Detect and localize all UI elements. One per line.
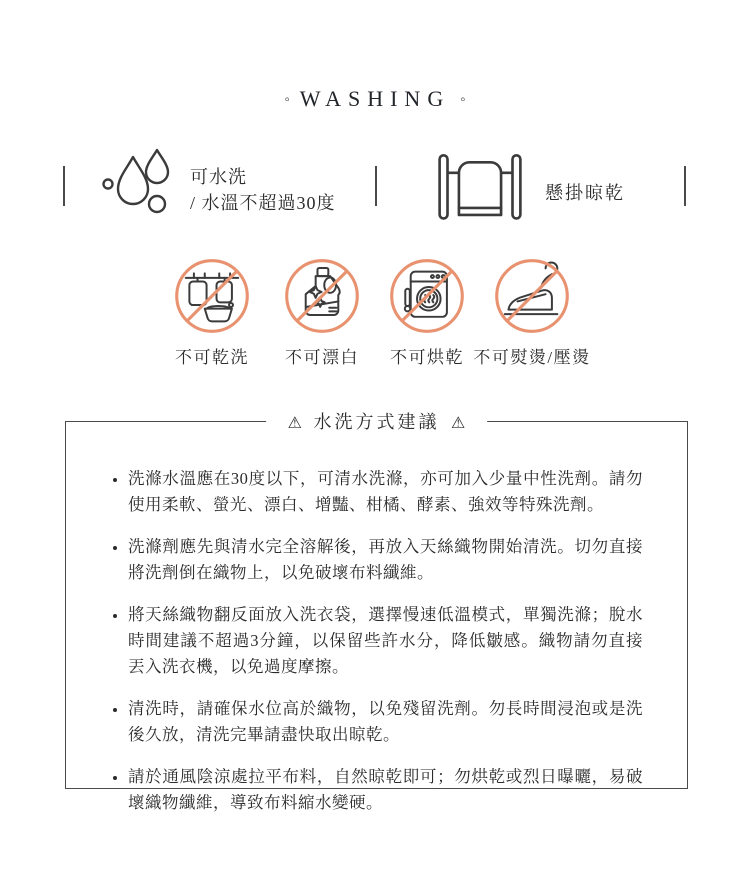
title-ring-left: ◦ — [284, 92, 290, 108]
no-dry-clean-icon — [174, 258, 250, 334]
warning-icon-left: ⚠ — [287, 413, 302, 432]
no-dry-clean-label: 不可乾洗 — [175, 348, 249, 367]
no-tumble-dry-icon — [389, 258, 465, 334]
divider-middle — [375, 166, 377, 206]
advice-list — [66, 422, 687, 816]
no-iron-icon — [494, 258, 570, 334]
no-bleach-icon — [284, 258, 360, 334]
advice-item: • 請於通風陰涼處拉平布料，自然晾乾即可；勿烘乾或烈日曝曬，易破壞織物纖維，導致布料縮水變硬。 — [128, 764, 643, 817]
warning-icon-right: ⚠ — [451, 413, 466, 432]
advice-item: • 將天絲織物翻反面放入洗衣袋，選擇慢速低溫模式，單獨洗滌；脫水時間建議不超過3分鐘，以保留些許水分，降低皺感。織物請勿直接丟入洗衣機，以免過度摩擦。 — [128, 602, 643, 681]
advice-item: • 清洗時，請確保水位高於織物，以免殘留洗劑。勿長時間浸泡或是洗後久放，清洗完畢請盡快取出晾乾。 — [128, 696, 643, 749]
no-tumble-dry-label: 不可烘乾 — [390, 348, 464, 367]
water-wash-line1: 可水洗 — [190, 167, 247, 187]
title-text: WASHING — [299, 86, 451, 111]
water-wash-line2: / 水溫不超過30度 — [190, 193, 336, 214]
advice-item: • 洗滌劑應先與清水完全溶解後，再放入天絲織物開始清洗。切勿直接將洗劑倒在織物上，以免破壞布料纖維。 — [128, 534, 643, 587]
no-bleach-label: 不可漂白 — [285, 348, 359, 367]
page-title — [0, 86, 750, 112]
hang-dry-label: 懸掛晾乾 — [545, 183, 625, 203]
no-iron-label: 不可熨燙/壓燙 — [473, 348, 591, 367]
advice-title-text: 水洗方式建議 — [313, 412, 440, 432]
hang-dry-icon — [436, 150, 524, 222]
no-tumble-dry-item — [367, 258, 487, 368]
no-dry-clean-item — [152, 258, 272, 368]
divider-right — [684, 166, 686, 206]
title-ring-right: ◦ — [460, 92, 466, 108]
no-bleach-item — [262, 258, 382, 368]
divider-left — [63, 166, 65, 206]
no-iron-item — [472, 258, 592, 368]
advice-box-title — [266, 408, 488, 434]
advice-item: • 洗滌水溫應在30度以下，可清水洗滌，亦可加入少量中性洗劑。請勿使用柔軟、螢光、漂白、增豔、柑橘、酵素、強效等特殊洗劑。 — [128, 466, 643, 519]
water-drops-icon — [100, 148, 174, 216]
water-wash-text — [190, 164, 336, 216]
washing-advice-box — [65, 412, 688, 812]
